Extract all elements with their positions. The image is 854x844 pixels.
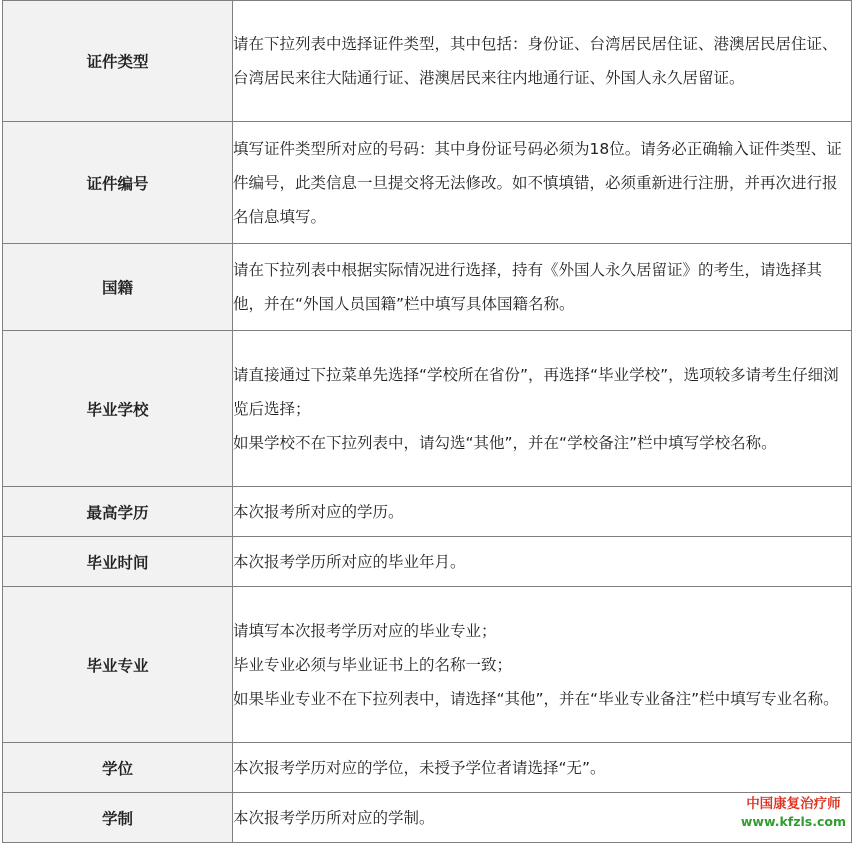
row-label: 最高学历 (3, 487, 233, 537)
watermark-url: www.kfzls.com (740, 814, 846, 829)
table-row (3, 487, 852, 537)
description-line: 毕业专业必须与毕业证书上的名称一致； (233, 655, 513, 674)
row-label: 学制 (3, 793, 233, 843)
table-row (3, 244, 852, 331)
description-line: 请在下拉列表中根据实际情况进行选择，持有《外国人永久居留证》的考生，请选择其他，并在“外国人员国籍”栏中填写具体国籍名称。 (233, 261, 823, 313)
row-description (233, 743, 852, 793)
row-description (233, 537, 852, 587)
row-label: 毕业学校 (3, 331, 233, 487)
row-description (233, 587, 852, 743)
row-description (233, 244, 852, 331)
row-description (233, 487, 852, 537)
row-label: 国籍 (3, 244, 233, 331)
watermark-title: 中国康复治疗师 (746, 796, 841, 812)
info-table (2, 0, 852, 843)
row-description (233, 331, 852, 487)
description-line: 请直接通过下拉菜单先选择“学校所在省份”，再选择“毕业学校”，选项较多请考生仔细浏览后选择； (233, 365, 839, 418)
site-watermark (741, 796, 846, 830)
table-row (3, 1, 852, 122)
table-row (3, 537, 852, 587)
description-line: 本次报考所对应的学历。 (233, 502, 404, 521)
description-line: 请在下拉列表中选择证件类型，其中包括：身份证、台湾居民居住证、港澳居民居住证、台湾居民来往大陆通行证、港澳居民来往内地通行证、外国人永久居留证。 (233, 35, 838, 87)
table-row (3, 122, 852, 244)
description-line: 请填写本次报考学历对应的毕业专业； (233, 621, 497, 640)
row-label: 证件类型 (3, 1, 233, 122)
row-label: 毕业时间 (3, 537, 233, 587)
table-row (3, 331, 852, 487)
description-line: 本次报考学历所对应的学制。 (233, 808, 435, 827)
table-row (3, 743, 852, 793)
description-line: 如果毕业专业不在下拉列表中，请选择“其他”，并在“毕业专业备注”栏中填写专业名称。 (233, 689, 839, 708)
row-label: 毕业专业 (3, 587, 233, 743)
row-label: 学位 (3, 743, 233, 793)
row-label: 证件编号 (3, 122, 233, 244)
table-row (3, 793, 852, 843)
row-description (233, 122, 852, 244)
table-row (3, 587, 852, 743)
description-line: 填写证件类型所对应的号码：其中身份证号码必须为18位。请务必正确输入证件类型、证件编号，此类信息一旦提交将无法修改。如不慎填错，必须重新进行注册，并再次进行报名信息填写。 (233, 139, 842, 226)
description-line: 如果学校不在下拉列表中，请勾选“其他”，并在“学校备注”栏中填写学校名称。 (233, 433, 777, 452)
row-description (233, 1, 852, 122)
description-line: 本次报考学历所对应的毕业年月。 (233, 552, 466, 571)
description-line: 本次报考学历对应的学位，未授予学位者请选择“无”。 (233, 758, 606, 777)
